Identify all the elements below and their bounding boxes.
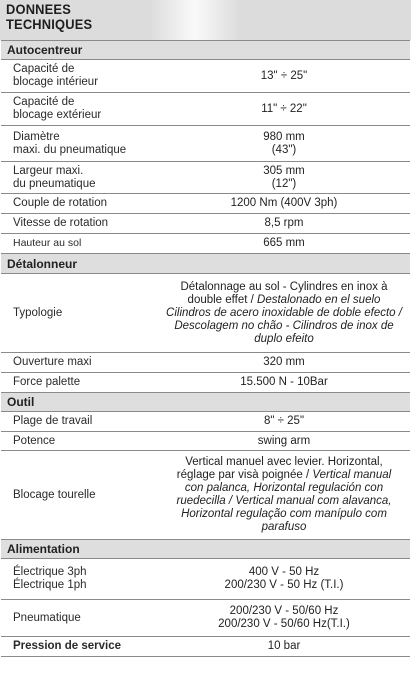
- row-label: Capacité de blocage extérieur: [13, 96, 102, 121]
- row-largeur: [1, 162, 410, 194]
- section-label: Autocentreur: [7, 43, 83, 57]
- row-value-group: [158, 566, 410, 592]
- row-vitesse: [1, 214, 410, 234]
- row-value: 200/230 V - 50/60 Hz: [229, 605, 339, 617]
- row-label: Largeur maxi. du pneumatique: [13, 164, 96, 190]
- page-title: DONNEES TECHNIQUES: [6, 1, 93, 32]
- row-diametre: [1, 126, 410, 162]
- row-label: Couple de rotation: [13, 197, 107, 209]
- row-force: [1, 373, 410, 393]
- value-fr: Détalonnage au sol - Cylindres en inox à double effet /: [180, 280, 388, 306]
- title-band: [0, 0, 411, 40]
- spec-table: [1, 40, 410, 657]
- row-blocage: [1, 451, 410, 540]
- row-label: Force palette: [13, 376, 81, 388]
- row-value: 400 V - 50 Hz: [248, 566, 320, 578]
- value-es: Vertical manual con palanca, Horizontal regulación con ruedecilla: [176, 469, 392, 507]
- row-pneumatique: [1, 600, 410, 637]
- row-capacite-interieur: [1, 60, 410, 93]
- section-label: Détalonneur: [7, 256, 78, 271]
- row-value: 200/230 V - 50 Hz (T.I.): [224, 579, 344, 591]
- row-value: 15.500 N - 10Bar: [240, 376, 328, 388]
- value-pt: Vertical manual com alavanca, Horizontal regulação com manípulo com parafuso: [181, 495, 392, 533]
- row-label: Typologie: [13, 306, 63, 319]
- row-value: 13" ÷ 25": [260, 69, 308, 82]
- section-label: Outil: [7, 395, 35, 409]
- row-value: 1200 Nm (400V 3ph): [230, 197, 338, 209]
- row-value: [158, 456, 410, 534]
- section-detalonneur: [1, 254, 410, 274]
- row-label: Ouverture maxi: [13, 356, 92, 368]
- section-autocentreur: [1, 41, 410, 60]
- section-outil: [1, 393, 410, 412]
- row-label: Électrique 1ph: [13, 579, 87, 591]
- row-label: Capacité de blocage intérieur: [13, 63, 99, 88]
- value-separator: /: [225, 495, 236, 507]
- row-couple: [1, 194, 410, 214]
- value-fr: Vertical manuel avec levier. Horizontal, réglage par visà poignée /: [176, 456, 383, 481]
- row-value: 11" ÷ 22": [261, 102, 307, 115]
- row-value: 8,5 rpm: [264, 217, 304, 229]
- row-value: 8" ÷ 25": [263, 415, 305, 427]
- row-value: 200/230 V - 50/60 Hz(T.I.): [218, 618, 350, 630]
- row-value: 665 mm: [263, 237, 305, 249]
- row-hauteur: [1, 234, 410, 254]
- row-label: Électrique 3ph: [13, 566, 87, 578]
- row-value: 10 bar: [267, 640, 301, 652]
- row-ouverture: [1, 353, 410, 373]
- row-label: Pression de service: [13, 640, 122, 652]
- section-label: Alimentation: [7, 542, 80, 556]
- row-capacite-exterieur: [1, 93, 410, 126]
- row-label: Hauteur au sol: [13, 237, 82, 249]
- row-typologie: [1, 274, 410, 353]
- row-plage: [1, 412, 410, 432]
- row-label-group: [1, 566, 158, 592]
- value-pt: Descolagem no chão - Cilindros de inox de duplo efeito: [174, 319, 394, 345]
- row-label: Blocage tourelle: [13, 488, 96, 501]
- row-value: 980 mm (43"): [263, 130, 305, 156]
- row-value: 305 mm (12"): [263, 164, 305, 190]
- row-potence: [1, 432, 410, 451]
- value-es: Destalonado en el suelo Cilindros de acero inoxidable de doble efecto: [166, 293, 396, 319]
- row-label: Pneumatique: [13, 611, 81, 624]
- row-value-group: [158, 605, 410, 631]
- row-label: Diamètre maxi. du pneumatique: [13, 130, 127, 156]
- section-alimentation: [1, 540, 410, 559]
- row-label: Vitesse de rotation: [13, 217, 109, 229]
- row-value: [158, 281, 410, 346]
- title-band-highlight: [150, 0, 240, 40]
- row-label: Plage de travail: [13, 415, 93, 427]
- row-label: Potence: [13, 434, 56, 447]
- value-separator: /: [395, 306, 402, 319]
- row-pression: [1, 637, 410, 657]
- row-value: swing arm: [257, 434, 311, 447]
- row-value: 320 mm: [263, 356, 305, 368]
- row-electrique: [1, 559, 410, 600]
